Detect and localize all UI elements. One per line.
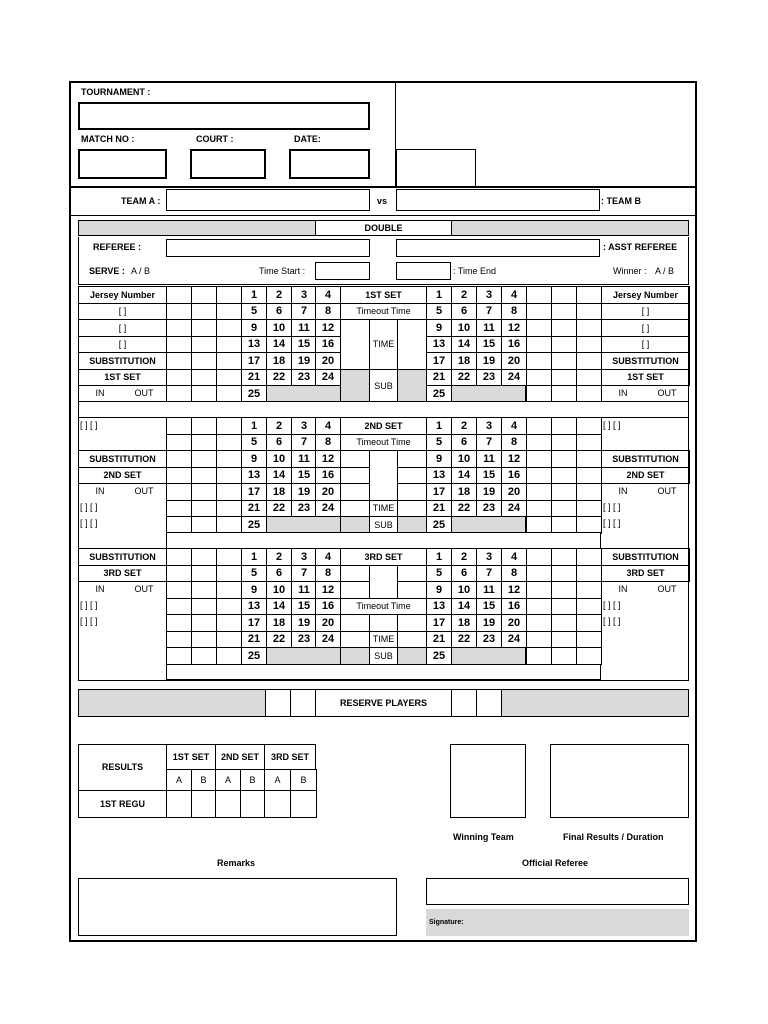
reserve-bar-right (501, 689, 689, 717)
point-number-b[interactable]: 7 (476, 434, 502, 452)
point-number-a[interactable]: 13 (241, 598, 267, 616)
point-number-a[interactable]: 16 (315, 336, 341, 354)
right-bracket-pair: [ ] [ ] (603, 502, 621, 512)
date-field[interactable] (289, 149, 370, 179)
time-label: TIME (369, 500, 398, 518)
team-b-label: : TEAM B (601, 196, 641, 206)
point-number-a[interactable]: 5 (241, 434, 267, 452)
point-number-b[interactable]: 3 (476, 417, 502, 435)
asst-referee-field[interactable] (396, 239, 600, 257)
tournament-field[interactable] (78, 102, 370, 130)
left-in-label: IN (95, 486, 105, 496)
referee-field[interactable] (166, 239, 370, 257)
team-a-label: TEAM A : (121, 196, 161, 206)
reserve-cell-3[interactable] (451, 689, 477, 717)
point-number-b[interactable]: 5 (426, 565, 452, 583)
point-number-b[interactable]: 4 (501, 417, 527, 435)
regu-score-cell[interactable] (290, 790, 317, 818)
left-substitution-label: SUBSTITUTION (78, 450, 167, 468)
regu-score-cell[interactable] (264, 790, 291, 818)
point-number-b[interactable]: 9 (426, 450, 452, 468)
point-number-b[interactable]: 2 (451, 417, 477, 435)
point-number-b[interactable]: 20 (501, 614, 527, 632)
timeout-time-label: Timeout Time (340, 434, 427, 452)
winner-label: Winner : (613, 266, 647, 276)
point-number-b[interactable]: 23 (476, 369, 502, 387)
time-start-label: Time Start : (259, 266, 306, 276)
point-number-b[interactable]: 25 (426, 516, 452, 534)
point-number-b[interactable]: 2 (451, 286, 477, 304)
point-number-b[interactable]: 5 (426, 434, 452, 452)
point-number-b[interactable]: 2 (451, 548, 477, 566)
point-number-b[interactable]: 18 (451, 352, 477, 370)
score-area-frame (78, 286, 689, 681)
left-substitution-label: SUBSTITUTION (78, 352, 167, 370)
time-end-field[interactable] (396, 262, 451, 280)
point-number-a[interactable]: 5 (241, 303, 267, 321)
right-out-label: OUT (657, 388, 677, 398)
point-number-a[interactable]: 8 (315, 303, 341, 321)
point-number-b[interactable]: 17 (426, 483, 452, 501)
point-number-b[interactable]: 10 (451, 319, 477, 337)
left-set1-label: 1ST SET (78, 369, 167, 387)
set-title: 1ST SET (340, 286, 427, 304)
point-number-a[interactable]: 3 (291, 286, 317, 304)
point-number-a[interactable]: 23 (291, 369, 317, 387)
point-number-a[interactable]: 22 (266, 631, 292, 649)
official-referee-label: Official Referee (522, 858, 589, 868)
point-number-a[interactable]: 1 (241, 548, 267, 566)
point-number-a[interactable]: 8 (315, 565, 341, 583)
header-right-field[interactable] (396, 149, 476, 187)
point-number-a[interactable]: 14 (266, 598, 292, 616)
point-number-a[interactable]: 12 (315, 450, 341, 468)
asst-referee-label: : ASST REFEREE (603, 242, 678, 252)
court-field[interactable] (190, 149, 266, 179)
point-number-a[interactable]: 8 (315, 434, 341, 452)
point-number-a[interactable]: 3 (291, 417, 317, 435)
point-number-b[interactable]: 10 (451, 581, 477, 599)
point-number-a[interactable]: 4 (315, 548, 341, 566)
point-number-a[interactable]: 10 (266, 581, 292, 599)
point-number-a[interactable]: 21 (241, 500, 267, 518)
right-out-label: OUT (657, 486, 677, 496)
point-number-b[interactable]: 16 (501, 598, 527, 616)
regu-score-cell[interactable] (166, 790, 192, 818)
point-number-a[interactable]: 19 (291, 352, 317, 370)
set-title: 3RD SET (340, 548, 427, 566)
right-in-label: IN (618, 388, 628, 398)
winning-team-label: Winning Team (453, 832, 514, 842)
point-number-b[interactable]: 9 (426, 581, 452, 599)
point-number-b[interactable]: 7 (476, 303, 502, 321)
point-number-b[interactable]: 21 (426, 631, 452, 649)
left-bracket-pair: [ ] [ ] (80, 502, 98, 512)
point-number-a[interactable]: 3 (291, 548, 317, 566)
point-number-b[interactable]: 22 (451, 631, 477, 649)
point-number-b[interactable]: 13 (426, 467, 452, 485)
left-out-label: OUT (134, 486, 154, 496)
point-number-b[interactable]: 18 (451, 614, 477, 632)
point-number-b[interactable]: 15 (476, 598, 502, 616)
signature-bar[interactable] (426, 909, 689, 936)
point-number-b[interactable]: 12 (501, 581, 527, 599)
tournament-label: TOURNAMENT : (81, 87, 151, 97)
point-number-b[interactable]: 13 (426, 336, 452, 354)
point-number-b[interactable]: 6 (451, 565, 477, 583)
point-number-b[interactable]: 17 (426, 614, 452, 632)
left-in-label: IN (95, 388, 105, 398)
reserve-players-label: RESERVE PLAYERS (339, 698, 428, 708)
point-number-a[interactable]: 16 (315, 598, 341, 616)
point-number-b[interactable]: 25 (426, 647, 452, 665)
results-ab-cell: B (191, 769, 216, 791)
point-number-a[interactable]: 4 (315, 286, 341, 304)
point-number-b[interactable]: 24 (501, 631, 527, 649)
right-bracket-label: [ ] (601, 319, 690, 337)
point-number-b[interactable]: 12 (501, 450, 527, 468)
reserve-cell-2[interactable] (290, 689, 316, 717)
point-number-a[interactable]: 22 (266, 369, 292, 387)
left-out-label: OUT (134, 388, 154, 398)
right-bracket-label: [ ] (601, 336, 690, 354)
point-number-a[interactable]: 18 (266, 614, 292, 632)
point-number-b[interactable]: 8 (501, 303, 527, 321)
date-label: DATE: (294, 134, 321, 144)
point-number-b[interactable]: 18 (451, 483, 477, 501)
winning-team-box[interactable] (450, 744, 526, 818)
point-number-b[interactable]: 11 (476, 581, 502, 599)
point-number-a[interactable]: 13 (241, 467, 267, 485)
point-number-b[interactable]: 15 (476, 467, 502, 485)
point-number-b[interactable]: 13 (426, 598, 452, 616)
right-bracket-pair: [ ] [ ] (603, 420, 621, 430)
match-no-label: MATCH NO : (81, 134, 135, 144)
point-number-b[interactable]: 23 (476, 500, 502, 518)
winner-value: A / B (655, 266, 675, 276)
point-number-a[interactable]: 17 (241, 614, 267, 632)
serve-label: SERVE : (89, 266, 125, 276)
point-number-a[interactable]: 9 (241, 319, 267, 337)
right-jersey-label: Jersey Number (601, 286, 690, 304)
header-bottom-line (70, 186, 696, 188)
point-number-a[interactable]: 10 (266, 450, 292, 468)
left-set2-label: 2ND SET (78, 467, 167, 485)
left-bracket-pair: [ ] [ ] (80, 518, 98, 528)
sub-label: SUB (369, 647, 398, 665)
point-number-a[interactable]: 4 (315, 417, 341, 435)
point-number-b[interactable]: 4 (501, 286, 527, 304)
point-number-b[interactable]: 5 (426, 303, 452, 321)
right-substitution-label: SUBSTITUTION (601, 450, 690, 468)
point-number-a[interactable]: 15 (291, 598, 317, 616)
right-bracket-pair: [ ] [ ] (603, 616, 621, 626)
point-number-b[interactable]: 12 (501, 319, 527, 337)
point-number-a[interactable]: 24 (315, 369, 341, 387)
point-number-a[interactable]: 20 (315, 614, 341, 632)
point-number-b[interactable]: 19 (476, 352, 502, 370)
point-number-a[interactable]: 17 (241, 352, 267, 370)
point-number-a[interactable]: 11 (291, 450, 317, 468)
point-number-b[interactable]: 10 (451, 450, 477, 468)
point-number-b[interactable]: 6 (451, 434, 477, 452)
court-label: COURT : (196, 134, 234, 144)
left-out-label: OUT (134, 584, 154, 594)
right-substitution-label: SUBSTITUTION (601, 548, 690, 566)
point-number-b[interactable]: 14 (451, 336, 477, 354)
point-number-a[interactable]: 1 (241, 286, 267, 304)
point-number-a[interactable]: 10 (266, 319, 292, 337)
point-number-b[interactable]: 3 (476, 548, 502, 566)
set-title: 2ND SET (340, 417, 427, 435)
point-number-b[interactable]: 6 (451, 303, 477, 321)
results-label: RESULTS (101, 762, 144, 772)
left-bracket-pair: [ ] [ ] (80, 420, 98, 430)
right-bracket-pair: [ ] [ ] (603, 518, 621, 528)
point-number-b[interactable]: 15 (476, 336, 502, 354)
point-number-a[interactable]: 5 (241, 565, 267, 583)
sub-label: SUB (369, 369, 398, 403)
point-number-b[interactable]: 3 (476, 286, 502, 304)
point-number-a[interactable]: 21 (241, 369, 267, 387)
point-number-a[interactable]: 1 (241, 417, 267, 435)
point-number-a[interactable]: 23 (291, 500, 317, 518)
point-number-a[interactable]: 7 (291, 434, 317, 452)
double-bar-right (451, 220, 689, 236)
point-number-a[interactable]: 22 (266, 500, 292, 518)
time-start-field[interactable] (315, 262, 370, 280)
point-number-a[interactable]: 14 (266, 467, 292, 485)
right-set3-label: 3RD SET (601, 565, 690, 583)
point-number-a[interactable]: 15 (291, 467, 317, 485)
point-number-a[interactable]: 18 (266, 483, 292, 501)
point-number-a[interactable]: 14 (266, 336, 292, 354)
point-number-a[interactable]: 23 (291, 631, 317, 649)
remarks-label: Remarks (217, 858, 256, 868)
point-number-b[interactable]: 14 (451, 598, 477, 616)
left-bracket-label: [ ] (78, 336, 167, 354)
point-number-a[interactable]: 20 (315, 352, 341, 370)
point-number-b[interactable]: 14 (451, 467, 477, 485)
time-label: TIME (369, 319, 398, 370)
point-number-a[interactable]: 2 (266, 548, 292, 566)
team-bottom-line (70, 215, 696, 216)
point-number-b[interactable]: 9 (426, 319, 452, 337)
point-number-b[interactable]: 19 (476, 483, 502, 501)
signature-label: Signature: (429, 919, 464, 926)
point-number-b[interactable]: 16 (501, 336, 527, 354)
time-label: TIME (369, 631, 398, 649)
right-in-label: IN (618, 486, 628, 496)
point-number-a[interactable]: 6 (266, 565, 292, 583)
point-number-b[interactable]: 24 (501, 500, 527, 518)
point-number-a[interactable]: 25 (241, 647, 267, 665)
timeout-time-label: Timeout Time (340, 303, 427, 321)
point-number-b[interactable]: 21 (426, 369, 452, 387)
point-number-a[interactable]: 9 (241, 450, 267, 468)
results-ab-cell: A (166, 769, 192, 791)
point-number-a[interactable]: 19 (291, 483, 317, 501)
left-in-label: IN (95, 584, 105, 594)
double-bar-left (78, 220, 316, 236)
point-number-a[interactable]: 6 (266, 303, 292, 321)
point-number-b[interactable]: 19 (476, 614, 502, 632)
point-number-b[interactable]: 8 (501, 434, 527, 452)
left-bracket-pair: [ ] [ ] (80, 616, 98, 626)
right-bracket-pair: [ ] [ ] (603, 600, 621, 610)
right-in-label: IN (618, 584, 628, 594)
point-number-b[interactable]: 20 (501, 483, 527, 501)
reserve-cell-4[interactable] (476, 689, 502, 717)
regu-label: 1ST REGU (99, 799, 145, 809)
results-ab-cell: B (240, 769, 265, 791)
point-number-b[interactable]: 22 (451, 500, 477, 518)
point-number-b[interactable]: 25 (426, 385, 452, 403)
reserve-bar-left (78, 689, 266, 717)
left-bracket-label: [ ] (78, 319, 167, 337)
point-number-a[interactable]: 21 (241, 631, 267, 649)
left-bracket-label: [ ] (78, 303, 167, 321)
point-number-b[interactable]: 21 (426, 500, 452, 518)
results-set2-label: 2ND SET (220, 752, 259, 762)
left-jersey-label: Jersey Number (78, 286, 167, 304)
point-number-a[interactable]: 24 (315, 500, 341, 518)
point-number-b[interactable]: 1 (426, 286, 452, 304)
team-b-field[interactable] (396, 189, 600, 211)
serve-value: A / B (131, 266, 151, 276)
point-number-a[interactable]: 9 (241, 581, 267, 599)
team-a-field[interactable] (166, 189, 370, 211)
point-number-a[interactable]: 6 (266, 434, 292, 452)
results-ab-cell: A (215, 769, 241, 791)
time-end-label: : Time End (453, 266, 497, 276)
point-number-b[interactable]: 1 (426, 548, 452, 566)
regu-score-cell[interactable] (191, 790, 216, 818)
left-bracket-pair: [ ] [ ] (80, 600, 98, 610)
point-number-b[interactable]: 8 (501, 565, 527, 583)
point-number-a[interactable]: 25 (241, 516, 267, 534)
point-number-b[interactable]: 17 (426, 352, 452, 370)
regu-score-cell[interactable] (215, 790, 241, 818)
point-number-b[interactable]: 7 (476, 565, 502, 583)
remarks-box[interactable] (78, 878, 397, 936)
point-number-b[interactable]: 20 (501, 352, 527, 370)
point-number-b[interactable]: 11 (476, 319, 502, 337)
right-substitution-label: SUBSTITUTION (601, 352, 690, 370)
results-ab-cell: B (290, 769, 317, 791)
right-set1-label: 1ST SET (601, 369, 690, 387)
right-out-label: OUT (657, 584, 677, 594)
double-label: DOUBLE (364, 223, 403, 233)
results-set3-label: 3RD SET (270, 752, 309, 762)
point-number-a[interactable]: 7 (291, 303, 317, 321)
point-number-a[interactable]: 17 (241, 483, 267, 501)
point-number-a[interactable]: 2 (266, 417, 292, 435)
point-number-b[interactable]: 24 (501, 369, 527, 387)
point-number-a[interactable]: 18 (266, 352, 292, 370)
point-number-a[interactable]: 19 (291, 614, 317, 632)
point-number-b[interactable]: 23 (476, 631, 502, 649)
match-no-field[interactable] (78, 149, 167, 179)
point-number-b[interactable]: 1 (426, 417, 452, 435)
point-number-a[interactable]: 2 (266, 286, 292, 304)
point-number-b[interactable]: 22 (451, 369, 477, 387)
final-results-box[interactable] (550, 744, 689, 818)
point-number-a[interactable]: 25 (241, 385, 267, 403)
regu-score-cell[interactable] (240, 790, 265, 818)
point-number-a[interactable]: 7 (291, 565, 317, 583)
point-number-a[interactable]: 24 (315, 631, 341, 649)
results-set1-label: 1ST SET (172, 752, 210, 762)
point-number-a[interactable]: 13 (241, 336, 267, 354)
left-set3-label: 3RD SET (78, 565, 167, 583)
final-results-label: Final Results / Duration (563, 832, 664, 842)
right-bracket-label: [ ] (601, 303, 690, 321)
official-referee-box[interactable] (426, 878, 689, 905)
vs-label: vs (377, 196, 388, 206)
point-number-b[interactable]: 11 (476, 450, 502, 468)
results-ab-cell: A (264, 769, 291, 791)
point-number-b[interactable]: 16 (501, 467, 527, 485)
timeout-time-label: Timeout Time (340, 598, 427, 616)
point-number-a[interactable]: 15 (291, 336, 317, 354)
point-number-a[interactable]: 11 (291, 319, 317, 337)
reserve-cell-1[interactable] (265, 689, 291, 717)
point-number-a[interactable]: 12 (315, 319, 341, 337)
point-number-b[interactable]: 4 (501, 548, 527, 566)
point-number-a[interactable]: 12 (315, 581, 341, 599)
right-set2-label: 2ND SET (601, 467, 690, 485)
point-number-a[interactable]: 11 (291, 581, 317, 599)
point-number-a[interactable]: 16 (315, 467, 341, 485)
referee-label: REFEREE : (93, 242, 142, 252)
left-substitution-label: SUBSTITUTION (78, 548, 167, 566)
sub-label: SUB (369, 516, 398, 534)
point-number-a[interactable]: 20 (315, 483, 341, 501)
